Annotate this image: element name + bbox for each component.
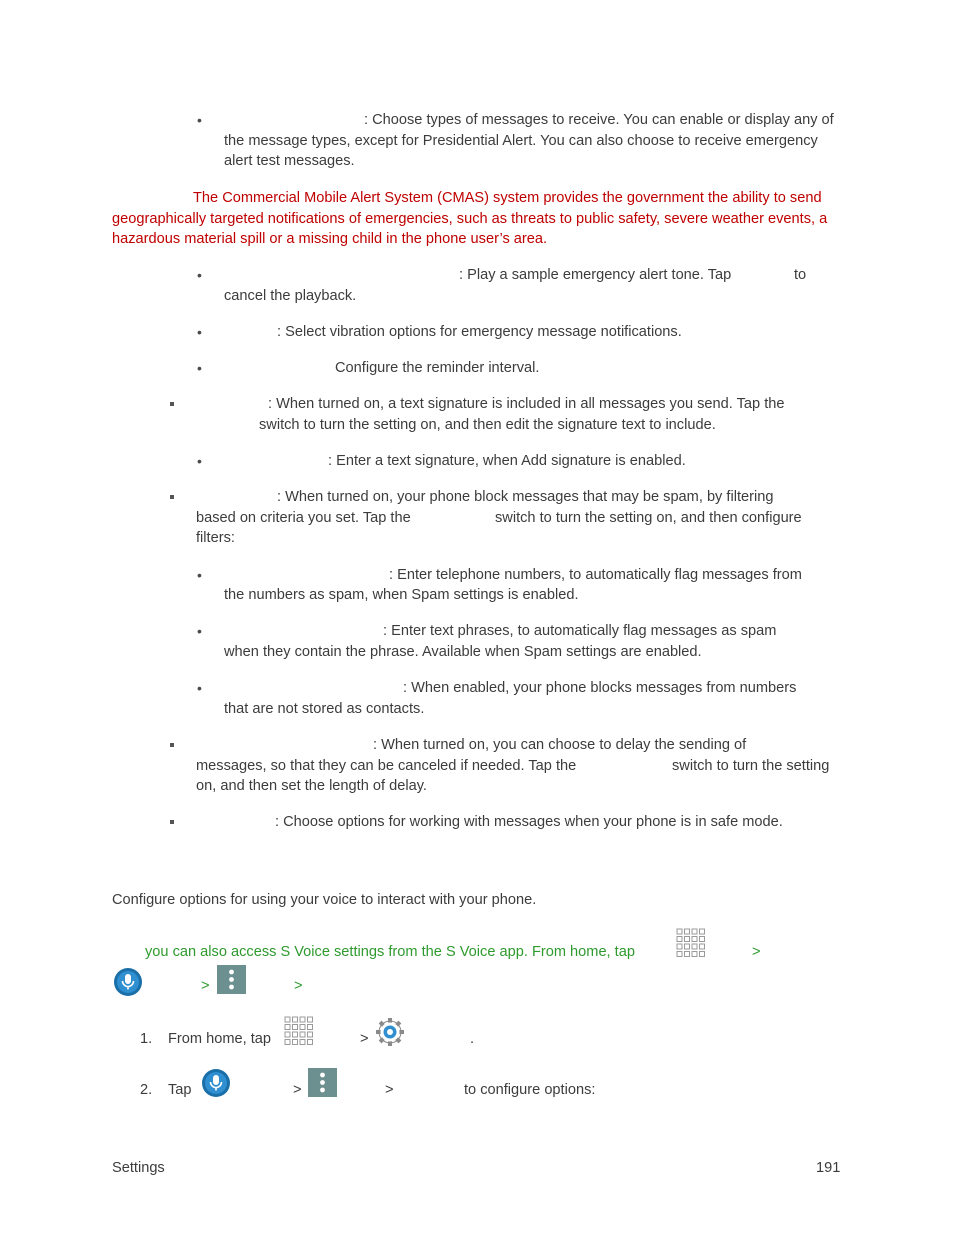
alert-preview-text-2: cancel the playback. (224, 288, 357, 304)
square-bullet (170, 820, 174, 824)
footer-page-number: 191 (816, 1160, 841, 1176)
voice-intro: Configure options for using your voice to interact with your phone. (112, 892, 537, 908)
add-signature-text-2: switch to turn the setting on, and then edit the signature text to include. (259, 417, 716, 433)
spam-text-1: : When turned on, your phone block messages that may be spam, by filtering (277, 489, 774, 505)
vibration-text: : Select vibration options for emergency message notifications. (277, 324, 682, 340)
safe-mode-text: : Choose options for working with messages when your phone is in safe mode. (275, 814, 783, 830)
spam-phrases-text-1: : Enter text phrases, to automatically flag messages as spam (383, 623, 777, 639)
bullet-dot: • (197, 360, 202, 376)
spam-numbers-text-1: : Enter telephone numbers, to automatically flag messages from (389, 567, 802, 583)
bullet-dot: • (197, 112, 202, 128)
voice-tip-text: you can also access S Voice settings from the S Voice app. From home, tap (145, 944, 635, 960)
alert-types-text: : Choose types of messages to receive. You can enable or display any of the message types, except for Presidential Alert. You can also choose to receive emergency alert test messages. (224, 112, 834, 170)
step-2-arrow: > (293, 1082, 302, 1098)
step-1-arrow: > (360, 1031, 369, 1047)
step-2-text: Tap (168, 1082, 192, 1098)
bullet-dot: • (197, 267, 202, 283)
bullet-dot: • (197, 453, 202, 469)
step-1-text: From home, tap (168, 1031, 272, 1047)
delay-text-2a: messages, so that they can be canceled if needed. Tap the (196, 758, 577, 774)
bullet-dot: • (197, 680, 202, 696)
reminder-text: Configure the reminder interval. (335, 360, 540, 376)
delay-text-3: on, and then set the length of delay. (196, 778, 427, 794)
settings-gear-icon (375, 1017, 405, 1047)
s-voice-mic-icon (113, 967, 143, 997)
bullet-dot: • (197, 324, 202, 340)
alert-preview-text-to: to (794, 267, 807, 283)
more-options-icon (217, 965, 246, 994)
tip-arrow: > (752, 944, 761, 960)
step-1-number: 1. (140, 1031, 153, 1047)
step-2-end-text: to configure options: (464, 1082, 596, 1098)
spam-text-2b: switch to turn the setting on, and then configure (495, 510, 802, 526)
unknown-text-2: that are not stored as contacts. (224, 701, 425, 717)
square-bullet (170, 495, 174, 499)
delay-text-1: : When turned on, you can choose to delay the sending of (373, 737, 747, 753)
more-options-icon (308, 1068, 337, 1097)
tip-arrow: > (201, 978, 210, 994)
footer-section: Settings (112, 1160, 165, 1176)
spam-text-2a: based on criteria you set. Tap the (196, 510, 411, 526)
step-2-number: 2. (140, 1082, 153, 1098)
tip-arrow: > (294, 978, 303, 994)
cmas-note: The Commercial Mobile Alert System (CMAS) system provides the government the ability to send geographically targeted notifications of emergencies, such as threats to public safety, severe weather events, a hazardous material spill or a missing child in the phone user’s area. (112, 190, 828, 248)
square-bullet (170, 743, 174, 747)
spam-numbers-text-2: the numbers as spam, when Spam settings is enabled. (224, 587, 579, 603)
spam-text-3: filters: (196, 530, 235, 546)
bullet-dot: • (197, 567, 202, 583)
step-2-arrow: > (385, 1082, 394, 1098)
spam-phrases-text-2: when they contain the phrase. Available when Spam settings are enabled. (224, 644, 702, 660)
apps-grid-icon (676, 928, 706, 959)
alert-preview-text: : Play a sample emergency alert tone. Tap (459, 267, 732, 283)
delay-text-2b: switch to turn the setting (672, 758, 830, 774)
apps-grid-icon (284, 1016, 314, 1047)
s-voice-mic-icon (201, 1068, 231, 1098)
signature-text: : Enter a text signature, when Add signature is enabled. (328, 453, 686, 469)
add-signature-text-1: : When turned on, a text signature is included in all messages you send. Tap the (268, 396, 785, 412)
step-1-period: . (470, 1031, 475, 1047)
bullet-dot: • (197, 623, 202, 639)
square-bullet (170, 402, 174, 406)
unknown-text-1: : When enabled, your phone blocks messages from numbers (403, 680, 797, 696)
